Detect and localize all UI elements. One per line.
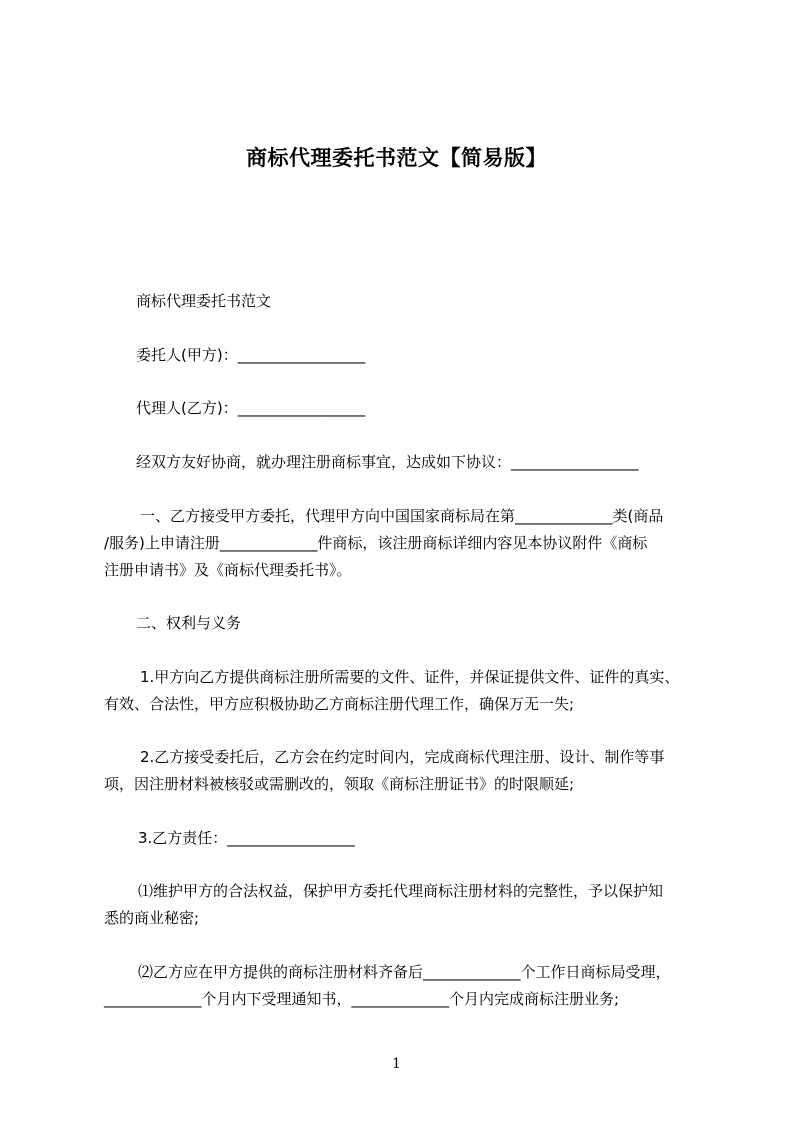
subtitle: 商标代理委托书范文 [136,292,272,310]
agent-line: 代理人(乙方)：_________________ [136,399,366,417]
item-2-line-2: 项，因注册材料被核驳或需删改的，领取《商标注册证书》的时限顺延; [104,775,575,793]
sub-item-2-line-2: _____________个月内下受理通知书，_____________个月内完成商标注册业务; [104,990,620,1008]
clause-1-line-2: /服务)上申请注册_____________件商标，该注册商标详细内容见本协议附件《商标 [104,534,648,552]
clause-2-heading: 二、权利与义务 [136,614,242,632]
intro-paragraph: 经双方友好协商，就办理注册商标事宜，达成如下协议：_________________ [136,453,639,471]
clause-1-line-1: 一、乙方接受甲方委托，代理甲方向中国国家商标局在第_____________类(商品 [140,507,664,525]
item-3: 3.乙方责任：_________________ [138,829,355,847]
client-line: 委托人(甲方)：_________________ [136,346,366,364]
document-title: 商标代理委托书范文【简易版】 [246,146,547,170]
clause-1-line-3: 注册申请书》及《商标代理委托书》。 [104,561,352,579]
item-1-line-1: 1.甲方向乙方提供商标注册所需要的文件、证件，并保证提供文件、证件的真实、 [140,668,680,686]
item-2-line-1: 2.乙方接受委托后，乙方会在约定时间内，完成商标代理注册、设计、制作等事 [140,748,665,766]
sub-item-2-line-1: ⑵乙方应在甲方提供的商标注册材料齐备后_____________个工作日商标局受理， [138,963,671,981]
sub-item-1-line-1: ⑴维护甲方的合法权益，保护甲方委托代理商标注册材料的完整性，予以保护知 [138,882,664,900]
item-1-line-2: 有效、合法性，甲方应积极协助乙方商标注册代理工作，确保万无一失; [104,695,575,713]
page-number: 1 [392,1056,401,1072]
sub-item-1-line-2: 悉的商业秘密; [104,909,200,927]
